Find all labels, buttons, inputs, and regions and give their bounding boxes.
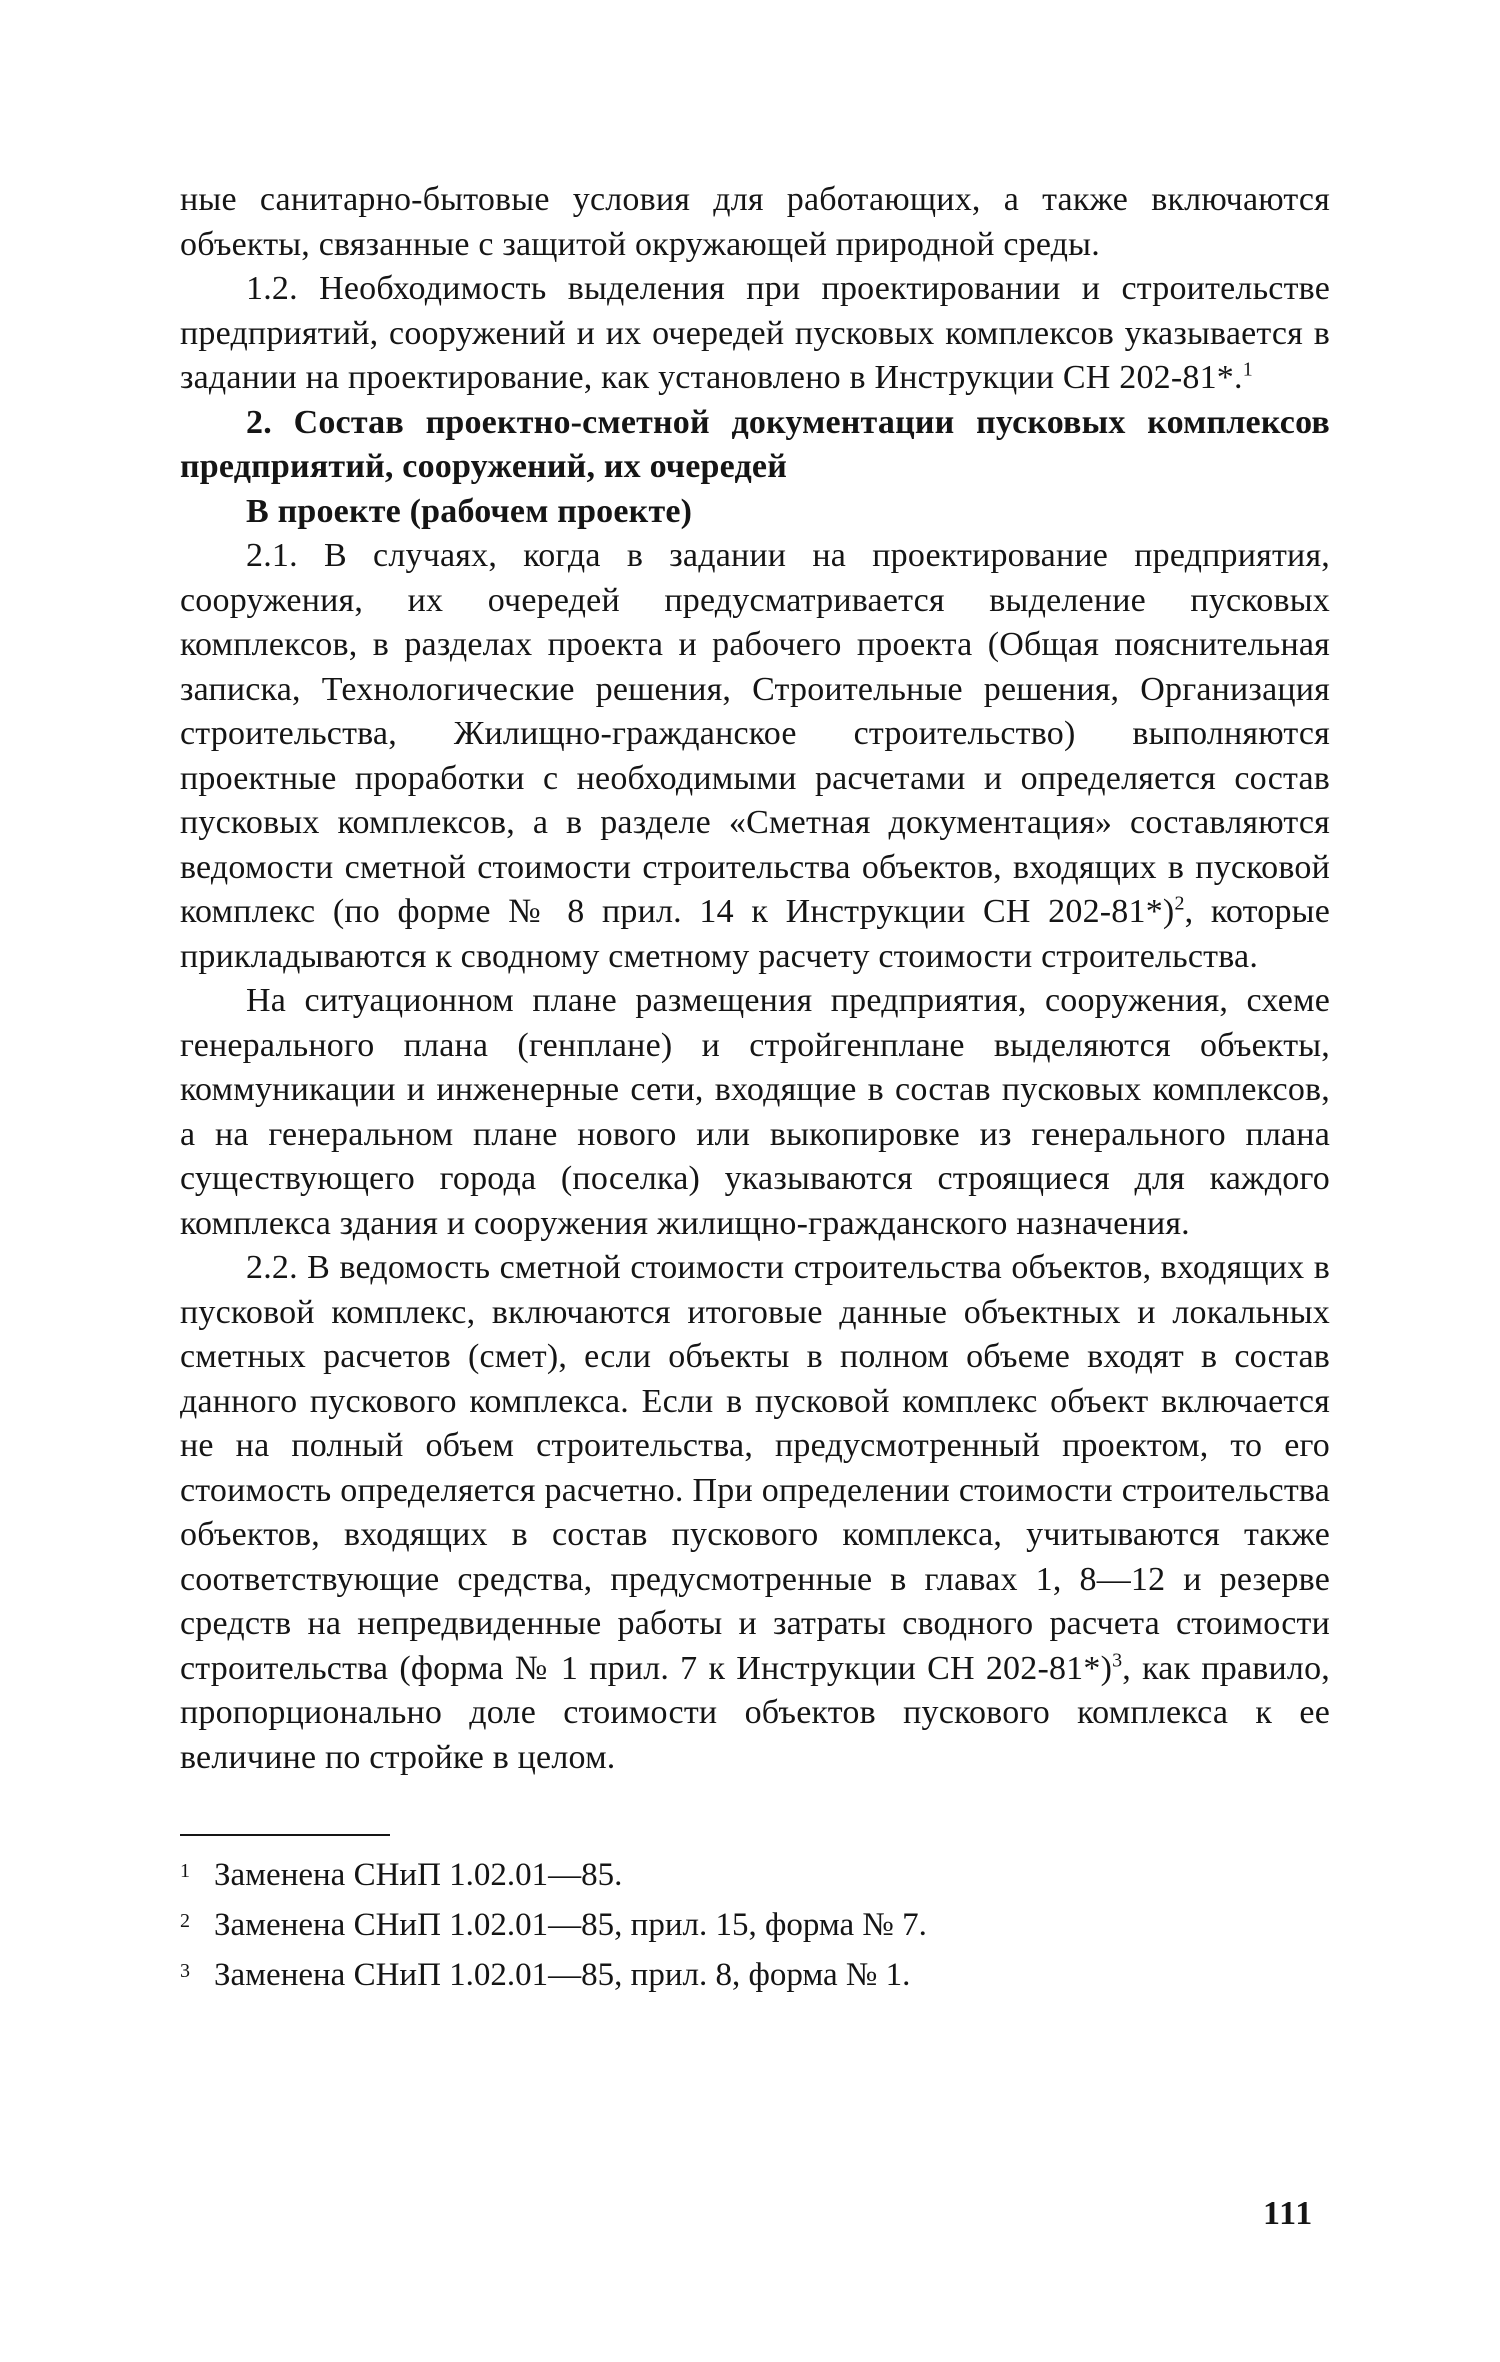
page-number: 111 (1263, 2195, 1314, 2232)
paragraph-2-1-continued: На ситуационном плане размещения предприятия, сооружения, схеме генерального плана (генплане) и стройгенплане выделяются объекты, коммуникации и инженерные сети, входящие в состав пусковых комплексов, а на генеральном плане нового или выкопировке из генерального плана существующего города (поселка) указываются строящиеся для каждого комплекса здания и сооружения жилищно-гражданского назначения. (180, 982, 1330, 1242)
paragraph-2-2: 2.2. В ведомость сметной стоимости строительства объектов, входящих в пусковой комплекс, включаются итоговые данные объектных и локальных сметных расчетов (смет), если объекты в полном объеме входят в состав данного пускового комплекса. Если в пусковой комплекс объект включается не на полный объем строительства, предусмотренный проектом, то его стоимость определяется расчетно. При определении стоимости строительства объектов, входящих в состав пускового комплекса, учитываются также соответствующие средства, предусмотренные в главах 1, 8—12 и резерве средств на непредвиденные работы и затраты сводного расчета стоимости строительства (форма № 1 прил. 7 к Инструкции СН 202-81*)$^3$, как правило, пропорционально доле стоимости объектов пускового комплекса к ее величине по стройке в целом. (180, 1249, 1330, 1776)
footnote-2: 2 Заменена СНиП 1.02.01—85, прил. 15, форма № 7. (180, 1907, 927, 1943)
footnote-1: 1 Заменена СНиП 1.02.01—85. (180, 1857, 623, 1893)
paragraph-2-1: 2.1. В случаях, когда в задании на проектирование предприятия, сооружения, их очередей предусматривается выделение пусковых комплексов, в разделах проекта и рабочего проекта (Общая пояснительная записка, Технологические решения, Строительные решения, Организация строительства, Жилищно-гражданское строительство) выполняются проектные проработки с необходимыми расчетами и определяется состав пусковых комплексов, а в разделе «Сметная документация» составляются ведомости сметной стоимости строительства объектов, входящих в пусковой комплекс (по форме № 8 прил. 14 к Инструкции СН 202-81*)$^2$, которые прикладываются к сводному сметному расчету стоимости строительства. (180, 537, 1330, 975)
footnote-divider (180, 1834, 390, 1836)
subsection-heading: В проекте (рабочем проекте) (246, 492, 693, 530)
paragraph-1-2: 1.2. Необходимость выделения при проектировании и строительстве предприятий, сооружений и их очередей пусковых комплексов указывается в задании на проектирование, как установлено в Инструкции СН 202-81*.$^1$ (180, 270, 1330, 396)
footnote-ref-2[interactable]: 2 (1174, 892, 1185, 915)
footnote-ref-3[interactable]: 3 (1112, 1649, 1123, 1672)
paragraph-continuation: ные санитарно-бытовые условия для работающих, а также включаются объекты, связанные с защитой окружающей природной среды. (180, 181, 1330, 263)
footnote-ref-1[interactable]: 1 (1242, 358, 1253, 381)
page-content (180, 178, 1330, 2298)
footnote-3: 3 Заменена СНиП 1.02.01—85, прил. 8, форма № 1. (180, 1957, 911, 1993)
section-heading: 2. Состав проектно-сметной документации пусковых комплексов предприятий, сооружений, их очередей (180, 403, 1330, 485)
